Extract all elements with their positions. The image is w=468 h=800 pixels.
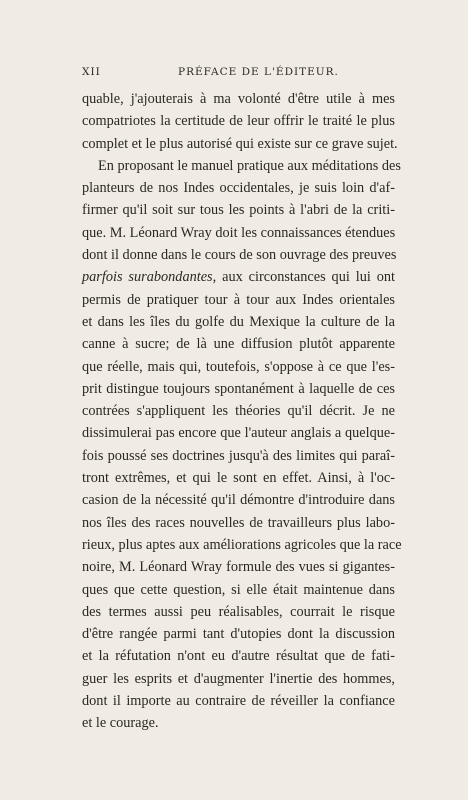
text-line: prit distingue toujours spontanément à laquelle de ces (82, 380, 395, 397)
text-line: et la réfutation n'ont eu d'autre résultat que de fati- (82, 648, 395, 665)
text-line: tront extrêmes, et qui le sont en effet. Ainsi, à l'oc- (82, 470, 395, 487)
text-line: dont il donne dans le cours de son ouvrage des preuves (82, 247, 397, 264)
text-line: que. M. Léonard Wray doit les connaissances étendues (82, 224, 396, 241)
text-line: que réelle, mais qui, toutefois, s'oppose à ce que l'es- (82, 358, 395, 375)
line-remainder: aux circonstances qui lui ont (216, 269, 395, 286)
text-line: rieux, plus aptes aux améliorations agricoles que la race (82, 536, 402, 553)
text-line: compatriotes la certitude de leur offrir le traité le plus (82, 113, 395, 130)
text-line: planteurs de nos Indes occidentales, je suis loin d'af- (82, 180, 395, 197)
text-line: noire, M. Léonard Wray formule des vues si gigantes- (82, 559, 395, 576)
running-title: PRÉFACE DE L'ÉDITEUR. (178, 66, 339, 78)
text-line: fois poussé ses doctrines jusqu'à des limites qui paraî- (82, 447, 395, 464)
text-line: complet et le plus autorisé qui existe sur ce grave sujet. (82, 135, 398, 152)
text-line: des termes aussi peu réalisables, courrait le risque (82, 603, 395, 620)
text-line: En proposant le manuel pratique aux méditations des (98, 157, 401, 174)
text-line: permis de pratiquer tour à tour aux Indes orientales (82, 291, 395, 308)
text-line: canne à sucre; de là une diffusion plutôt apparente (82, 336, 395, 353)
text-line: nos îles des races nouvelles de travailleurs plus labo- (82, 514, 395, 531)
text-line: casion de la nécessité qu'il démontre d'introduire dans (82, 492, 395, 509)
text-line: firmer qu'il soit sur tous les points à l'abri de la criti- (82, 202, 395, 219)
text-line-with-italic (82, 266, 395, 288)
body-text (82, 88, 402, 735)
text-line: et dans les îles du golfe du Mexique la culture de la (82, 313, 395, 330)
text-line: contrées s'appliquent les théories qu'il décrit. Je ne (82, 403, 395, 420)
text-line: quable, j'ajouterais à ma volonté d'être utile à mes (82, 91, 395, 107)
text-line: ques que cette question, si elle était maintenue dans (82, 581, 395, 598)
page-header (82, 66, 394, 82)
italic-phrase: parfois surabondantes, (82, 269, 217, 286)
text-line: guer les esprits et d'augmenter l'inertie des hommes, (82, 670, 395, 687)
page-number: XII (82, 66, 101, 78)
text-line: d'être rangée parmi tant d'utopies dont la discussion (82, 626, 395, 643)
text-line: dissimulerai pas encore que l'auteur anglais a quelque- (82, 425, 395, 442)
text-line: et le courage. (82, 715, 159, 732)
text-line: dont il importe au contraire de réveiller la confiance (82, 693, 395, 710)
